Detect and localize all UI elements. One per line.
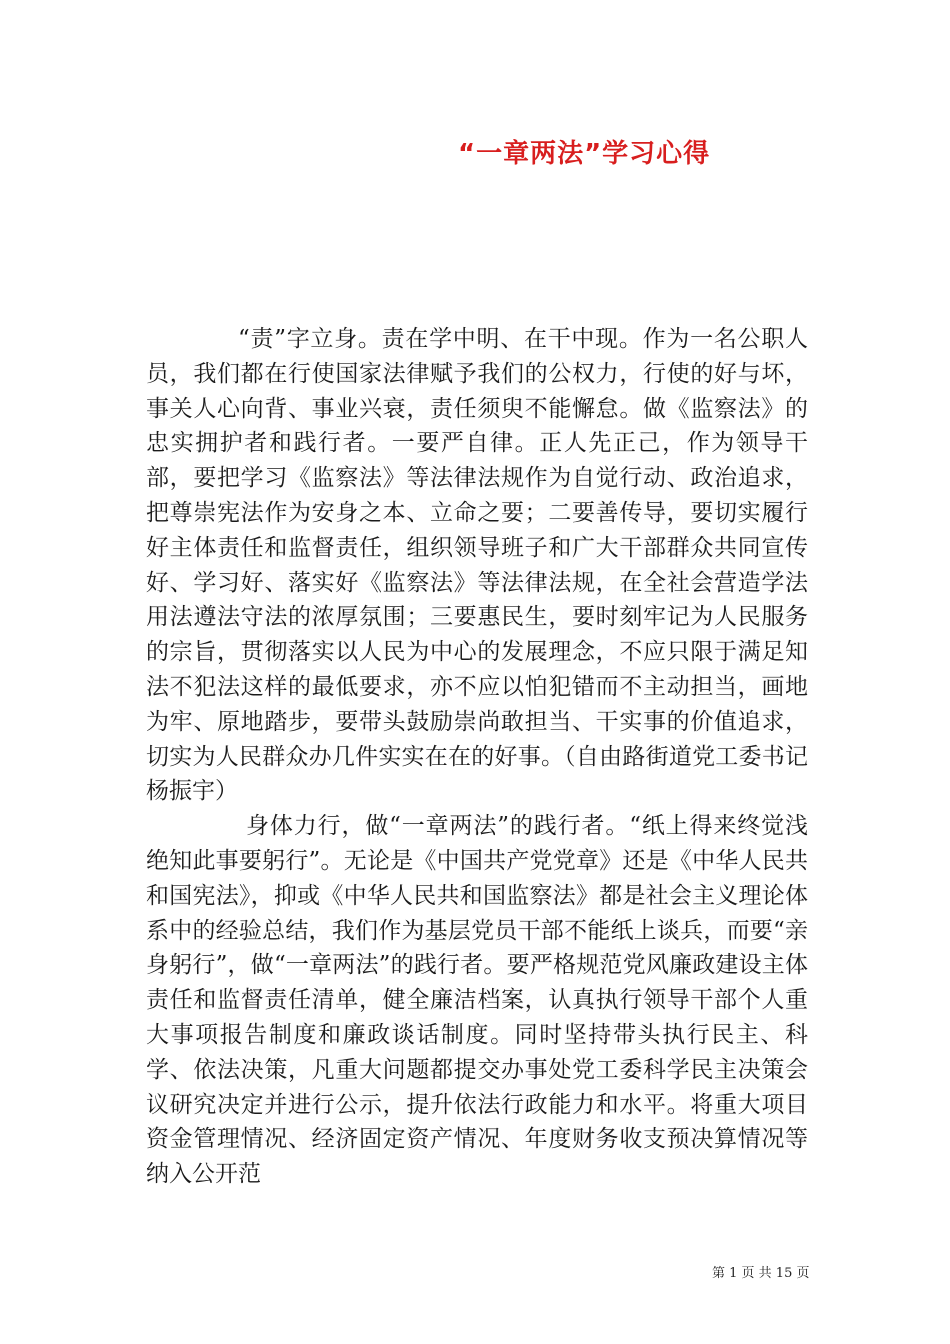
paragraph-1: “责”字立身。责在学中明、在干中现。作为一名公职人员，我们都在行使国家法律赋予我们的公权力，行使的好与坏，事关人心向背、事业兴衰，责任须臾不能懈怠。做《监察法》的忠实拥护者和践行者。一要严自律。正人先正己，作为领导干部，要把学习《监察法》等法律法规作为自觉行动、政治追求，把尊崇宪法作为安身之本、立命之要；二要善传导，要切实履行好主体责任和监督责任，组织领导班子和广大干部群众共同宣传好、学习好、落实好《监察法》等法律法规，在全社会营造学法用法遵法守法的浓厚氛围；三要惠民生，要时刻牢记为人民服务的宗旨，贯彻落实以人民为中心的发展理念，不应只限于满足知法不犯法这样的最低要求，亦不应以怕犯错而不主动担当，画地为牢、原地踏步，要带头鼓励崇尚敢担当、干实事的价值追求，切实为人民群众办几件实实在在的好事。（自由路街道党工委书记杨振宇）: [146, 326, 808, 805]
page-number-footer: 第 1 页 共 15 页: [712, 1266, 810, 1281]
document-body: [146, 322, 808, 1192]
paragraph-2: 身体力行，做“一章两法”的践行者。“纸上得来终觉浅绝知此事要躬行”。无论是《中国共产党党章》还是《中华人民共和国宪法》，抑或《中华人民共和国监察法》都是社会主义理论体系中的经验总结，我们作为基层党员干部不能纸上谈兵，而要“亲身躬行”，做“一章两法”的践行者。要严格规范党风廉政建设主体责任和监督责任清单，健全廉洁档案，认真执行领导干部个人重大事项报告制度和廉政谈话制度。同时坚持带头执行民主、科学、依法决策，凡重大问题都提交办事处党工委科学民主决策会议研究决定并进行公示，提升依法行政能力和水平。将重大项目资金管理情况、经济固定资产情况、年度财务收支预决算情况等纳入公开范: [146, 813, 808, 1188]
document-title: “一章两法”学习心得: [458, 139, 711, 169]
